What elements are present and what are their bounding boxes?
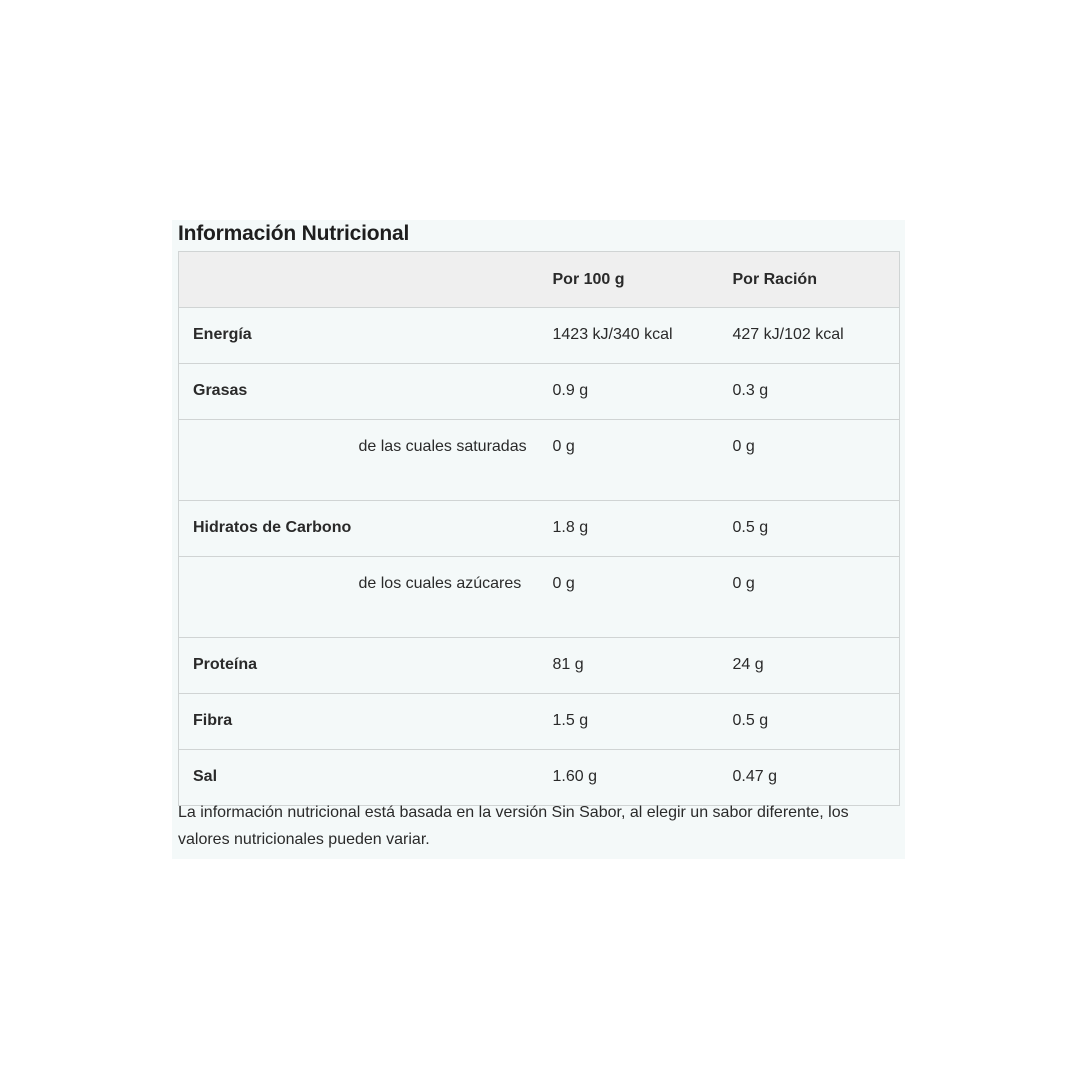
table-row [179, 694, 900, 750]
table-row [179, 557, 900, 638]
nutrient-sub-label [359, 694, 539, 750]
nutrition-table [178, 251, 900, 806]
nutrient-sub-label [359, 750, 539, 806]
nutrient-name [179, 557, 359, 638]
nutrient-sub-label: de las cuales saturadas [359, 420, 539, 501]
nutrient-sub-label [359, 501, 539, 557]
value-per-serving: 0 g [719, 557, 900, 638]
value-per-100g: 0.9 g [539, 364, 719, 420]
value-per-100g: 0 g [539, 557, 719, 638]
header-per-100g: Por 100 g [539, 252, 719, 308]
nutrient-name [179, 420, 359, 501]
nutrient-name: Sal [179, 750, 359, 806]
value-per-100g: 1.60 g [539, 750, 719, 806]
nutrient-sub-label [359, 308, 539, 364]
nutrient-name: Grasas [179, 364, 359, 420]
value-per-serving: 0 g [719, 420, 900, 501]
table-row [179, 308, 900, 364]
value-per-serving: 0.3 g [719, 364, 900, 420]
table-row [179, 420, 900, 501]
value-per-100g: 1.8 g [539, 501, 719, 557]
nutrient-name: Energía [179, 308, 359, 364]
page-title: Información Nutricional [178, 222, 410, 245]
header-nutrient [179, 252, 539, 308]
value-per-serving: 0.5 g [719, 501, 900, 557]
value-per-serving: 24 g [719, 638, 900, 694]
table-row [179, 364, 900, 420]
header-per-serving: Por Ración [719, 252, 900, 308]
table-header-row [179, 252, 900, 308]
value-per-100g: 1423 kJ/340 kcal [539, 308, 719, 364]
table-row [179, 750, 900, 806]
nutrient-name: Hidratos de Carbono [179, 501, 359, 557]
nutrient-sub-label [359, 638, 539, 694]
value-per-100g: 81 g [539, 638, 719, 694]
value-per-serving: 0.5 g [719, 694, 900, 750]
value-per-serving: 427 kJ/102 kcal [719, 308, 900, 364]
footnote: La información nutricional está basada en la versión Sin Sabor, al elegir un sabor diferente, los valores nutricionales pueden variar. [178, 804, 849, 848]
nutrient-name: Fibra [179, 694, 359, 750]
table-row [179, 638, 900, 694]
nutrient-sub-label: de los cuales azúcares [359, 557, 539, 638]
nutrient-name: Proteína [179, 638, 359, 694]
value-per-100g: 1.5 g [539, 694, 719, 750]
table-row [179, 501, 900, 557]
value-per-100g: 0 g [539, 420, 719, 501]
value-per-serving: 0.47 g [719, 750, 900, 806]
nutrition-panel [172, 220, 905, 859]
nutrient-sub-label [359, 364, 539, 420]
